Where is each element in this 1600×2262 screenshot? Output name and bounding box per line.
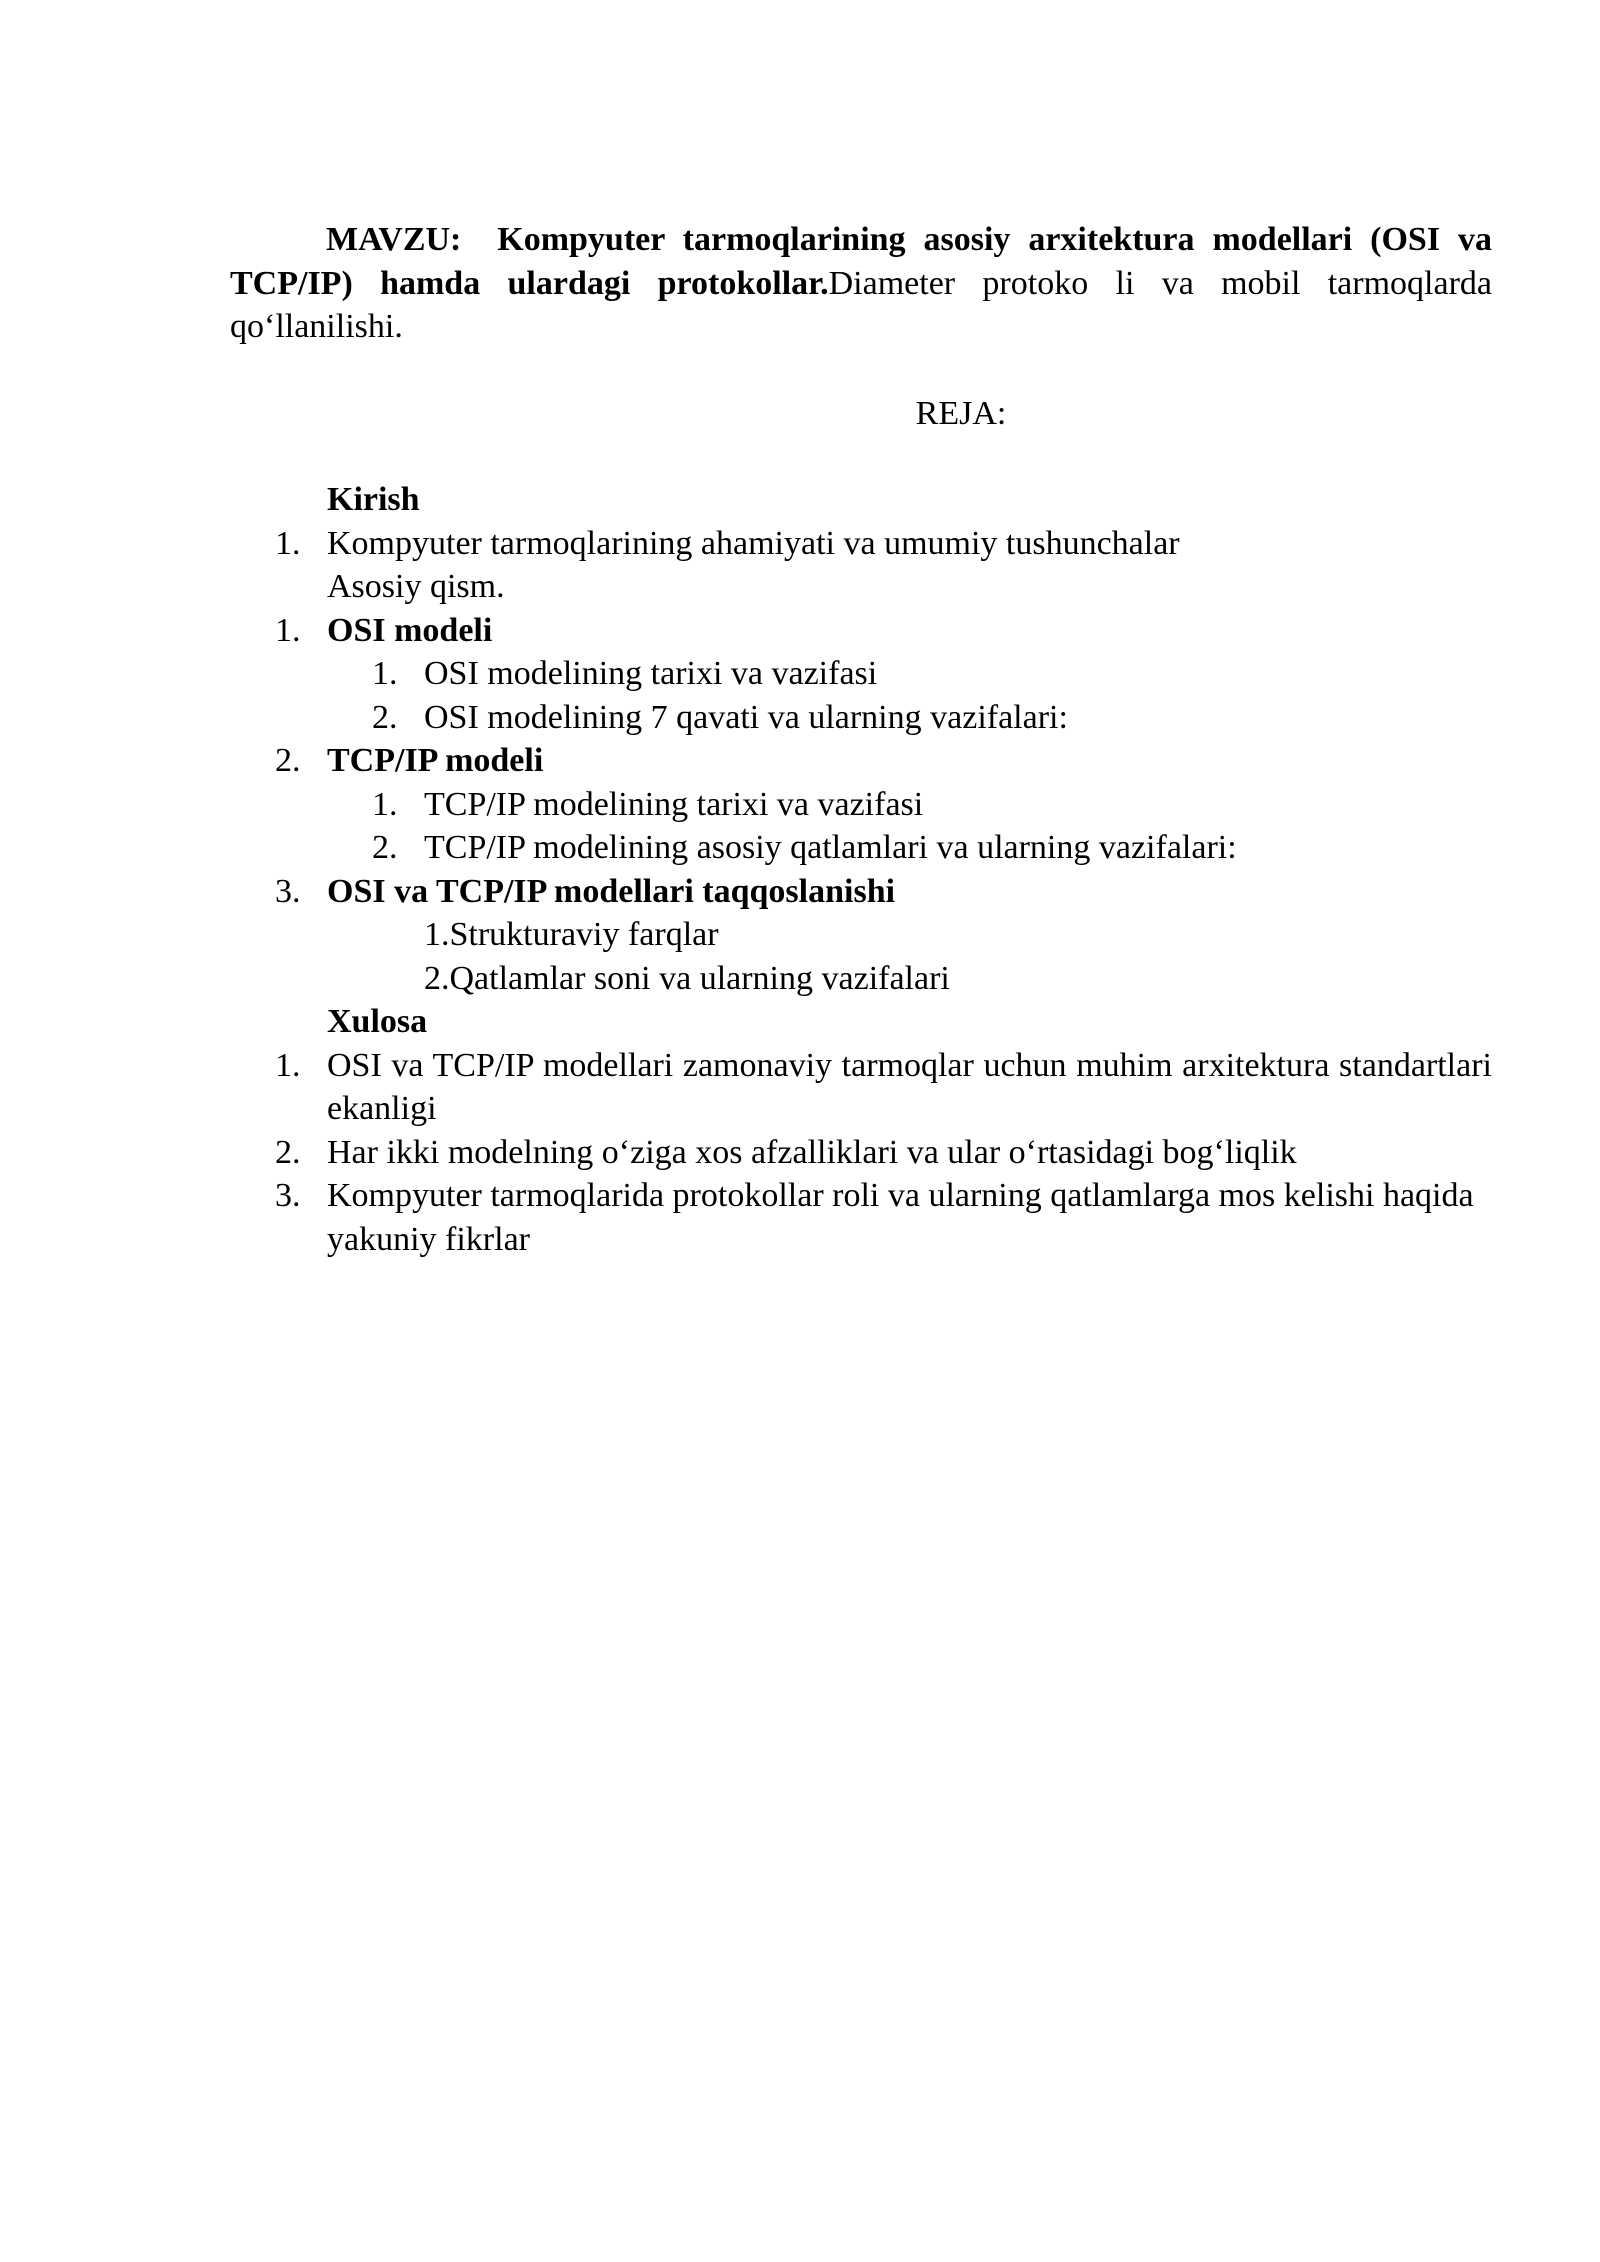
section-row <box>230 739 1492 783</box>
intro-heading-row <box>230 478 1492 522</box>
list-item-text: Kompyuter tarmoqlarida protokollar roli va ularning qatlamlarga mos kelishi haqida yakuniy fikrlar <box>327 1177 1474 1258</box>
list-item-text: OSI modelining 7 qavati va ularning vazifalari: <box>424 698 1068 736</box>
list-number: 1. <box>275 1046 301 1084</box>
topic-paragraph <box>230 218 1492 349</box>
list-item <box>230 913 1492 957</box>
list-item <box>230 696 1492 740</box>
list-item <box>230 957 1492 1001</box>
list-item-text: OSI modelining tarixi va vazifasi <box>424 655 878 692</box>
topic-subtitle: Diameter protoko li va mobil tarmoqlarda qo‘llanilishi. <box>230 264 1492 345</box>
main-heading-row <box>230 565 1492 609</box>
list-item-text: 1.Strukturaviy farqlar <box>424 916 719 953</box>
list-item <box>230 1131 1492 1175</box>
list-item-text: TCP/IP modelining tarixi va vazifasi <box>424 785 924 823</box>
list-item-text: Kompyuter tarmoqlarining ahamiyati va umumiy tushunchalar <box>327 524 1180 562</box>
list-item-text: 2.Qatlamlar soni va ularning vazifalari <box>424 959 950 997</box>
list-number: 1. <box>372 785 398 823</box>
list-item <box>230 783 1492 827</box>
list-item-text: OSI va TCP/IP modellari zamonaviy tarmoqlar uchun muhim arxitektura standartlari ekanligi <box>327 1046 1492 1127</box>
list-item <box>230 826 1492 870</box>
list-number: 2. <box>372 698 398 736</box>
plan-outline <box>230 478 1492 1261</box>
list-number: 3. <box>275 1177 301 1214</box>
list-item-text: TCP/IP modelining asosiy qatlamlari va ularning vazifalari: <box>424 829 1237 866</box>
list-item <box>230 652 1492 696</box>
section-row <box>230 870 1492 914</box>
document-page <box>230 218 1492 1261</box>
list-number: 1. <box>275 611 301 649</box>
section-row <box>230 609 1492 653</box>
section-title: OSI modeli <box>327 611 493 649</box>
topic-title: Kompyuter tarmoqlarining asosiy arxitektura modellari (OSI va TCP/IP) hamda ulardagi protokollar. <box>230 221 1492 302</box>
intro-heading: Kirish <box>327 481 420 518</box>
list-number: 2. <box>372 829 398 866</box>
conclusion-heading-row <box>230 1000 1492 1044</box>
list-number: 2. <box>275 1133 301 1171</box>
list-number: 1. <box>275 524 301 562</box>
list-number: 2. <box>275 742 301 779</box>
list-item <box>230 1174 1492 1261</box>
list-number: 1. <box>372 655 398 692</box>
topic-label: MAVZU: <box>326 221 462 258</box>
list-item-text: Har ikki modelning o‘ziga xos afzalliklari va ular o‘rtasidagi bog‘liqlik <box>327 1133 1297 1171</box>
section-title: OSI va TCP/IP modellari taqqoslanishi <box>327 872 896 910</box>
list-number: 3. <box>275 872 301 910</box>
conclusion-heading: Xulosa <box>327 1003 428 1040</box>
list-item <box>230 522 1492 566</box>
section-title: TCP/IP modeli <box>327 742 544 779</box>
plan-heading: REJA: <box>915 394 1007 432</box>
list-item <box>230 1044 1492 1131</box>
main-part-heading: Asosiy qism. <box>327 568 505 605</box>
